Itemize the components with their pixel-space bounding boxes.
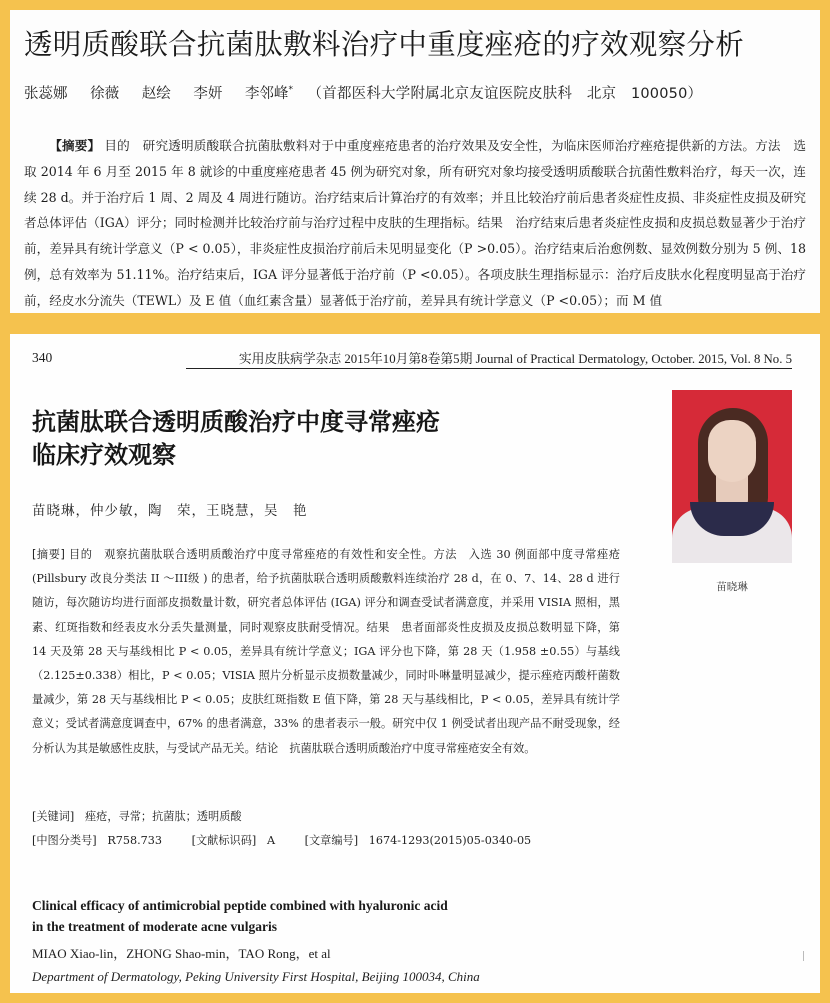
author: 李邻峰 <box>244 86 289 102</box>
title-line-2: 临床疗效观察 <box>32 440 176 469</box>
abstract-text: 目的 研究透明质酸联合抗菌肽敷料对于中重度痤疮患者的治疗效果及安全性，为临床医师治疗痤疮提供新的方法。方法 选取 2014 年 6 月至 2015 年 8 就诊的中重度痤疮患者 45 例为研究对象，所有研究对象均接受透明质酸联合抗菌性敷料治疗，每天一次，连续 28 d。并于治疗后 1 周、2 周及 4 周进行随访。治疗结束后计算治疗的有效率；并且比较治疗前后患者炎症性皮损、非炎症性皮损及研究者总体评估（IGA）评分；同时检测并比较治疗前与治疗过程中皮肤的生理指标。结果 治疗结束后患者炎症性皮损和皮损总数显著少于治疗前，差异具有统计学意义（P < 0.05），非炎症性皮损治疗前后未见明显变化（P >0.05）。治疗结束后治愈例数、显效例数分别为 5 例、18 例，总有效率为 51.11%。治疗结束后，IGA 评分显著低于治疗前（P <0.05）。各项皮肤生理指标显示：治疗后皮肤水化程度明显高于治疗前，经皮水分流失（TEWL）及 E 值（血红素含量）显著低于治疗前，差异具有统计学意义（P <0.05）；而 M 值 <box>24 138 806 308</box>
author: 赵绘 <box>141 86 171 102</box>
photo-caption: 苗晓琳 <box>716 581 748 593</box>
article-title: 透明质酸联合抗菌肽敷料治疗中重度痤疮的疗效观察分析 <box>24 28 745 61</box>
photo-face <box>708 420 756 482</box>
english-title-line-1: Clinical efficacy of antimicrobial peptide combined with hyaluronic acid <box>32 898 448 913</box>
english-affiliation: Department of Dermatology, Peking University First Hospital, Beijing 100034, China <box>32 969 480 984</box>
corresponding-mark: * <box>288 85 293 96</box>
page-number: 340 <box>32 350 53 365</box>
clc-value: R758.733 <box>107 834 163 847</box>
bottom-article-panel <box>10 334 820 993</box>
doc-code-value: A <box>266 834 276 847</box>
journal-header: 实用皮肤病学杂志 2015年10月第8卷第5期 Journal of Practical Dermatology, October. 2015, Vol. 8 No. 5 <box>186 348 792 369</box>
author: 李妍 <box>193 86 223 102</box>
keywords-line <box>32 808 242 824</box>
author-list: 苗晓琳，仲少敏，陶 荣，王晓慧，吴 艳 <box>32 503 308 519</box>
abstract <box>32 543 620 761</box>
keywords: 痤疮，寻常；抗菌肽；透明质酸 <box>84 810 242 823</box>
article-id-label: [文章编号] <box>304 834 359 847</box>
english-title <box>32 895 448 937</box>
english-authors: MIAO Xiao-lin，ZHONG Shao-min，TAO Rong，et al <box>32 946 331 961</box>
title-line-1: 抗菌肽联合透明质酸治疗中度寻常痤疮 <box>32 407 440 436</box>
cursor-mark <box>803 951 804 961</box>
abstract-label: 【摘要】 <box>49 138 101 153</box>
doc-code-label: [文献标识码] <box>191 834 257 847</box>
author: 张蕊娜 <box>24 86 68 102</box>
abstract-label: [摘要] <box>32 548 65 561</box>
article-title <box>32 405 440 471</box>
author-list <box>24 82 702 103</box>
classification-line <box>32 832 531 848</box>
clc-label: [中图分类号] <box>32 834 97 847</box>
top-article-panel <box>10 10 820 313</box>
affiliation: （首都医科大学附属北京友谊医院皮肤科 北京 100050） <box>307 86 703 102</box>
abstract-text: 目的 观察抗菌肽联合透明质酸治疗中度寻常痤疮的有效性和安全性。方法 入选 30 例面部中度寻常痤疮 (Pillsbury 改良分类法 II ～III级 ) 的患者，给予抗菌肽联合透明质酸敷料连续治疗 28 d，在 0、7、14、28 d 进行随访，每次随访均进行面部皮损数量计数，研究者总体评估 (IGA) 评分和调查受试者满意度，并采用 VISIA 照相，黑素、红斑指数和经表皮水分丢失量测量，同时观察皮肤耐受情况。结果 患者面部炎性皮损及皮损总数明显下降，第 14 天及第 28 天与基线相比 P < 0.05，差异具有统计学意义；IGA 评分也下降，第 28 天（1.958 ±0.55）与基线（2.125±0.338）相比，P < 0.05；VISIA 照片分析显示皮损数量减少，同时卟啉量明显减少，提示痤疮丙酸杆菌数量减少，第 28 天与基线相比 P < 0.05；皮肤红斑指数 E 值下降，第 28 天与基线相比，P < 0.05，差异具有统计学意义；受试者满意度调查中，67% 的患者满意，33% 的患者表示一般。研究中仅 1 例受试者出现产品不耐受现象，经分析认为其是敏感性皮肤，与受试产品无关。结论 抗菌肽联合透明质酸治疗中度寻常痤疮安全有效。 <box>32 548 621 755</box>
abstract <box>24 133 806 313</box>
keywords-label: [关键词] <box>32 810 75 823</box>
author: 徐薇 <box>90 86 120 102</box>
article-id-value: 1674-1293(2015)05-0340-05 <box>368 834 532 847</box>
english-title-line-2: in the treatment of moderate acne vulgaris <box>32 919 277 934</box>
author-photo <box>672 390 792 563</box>
